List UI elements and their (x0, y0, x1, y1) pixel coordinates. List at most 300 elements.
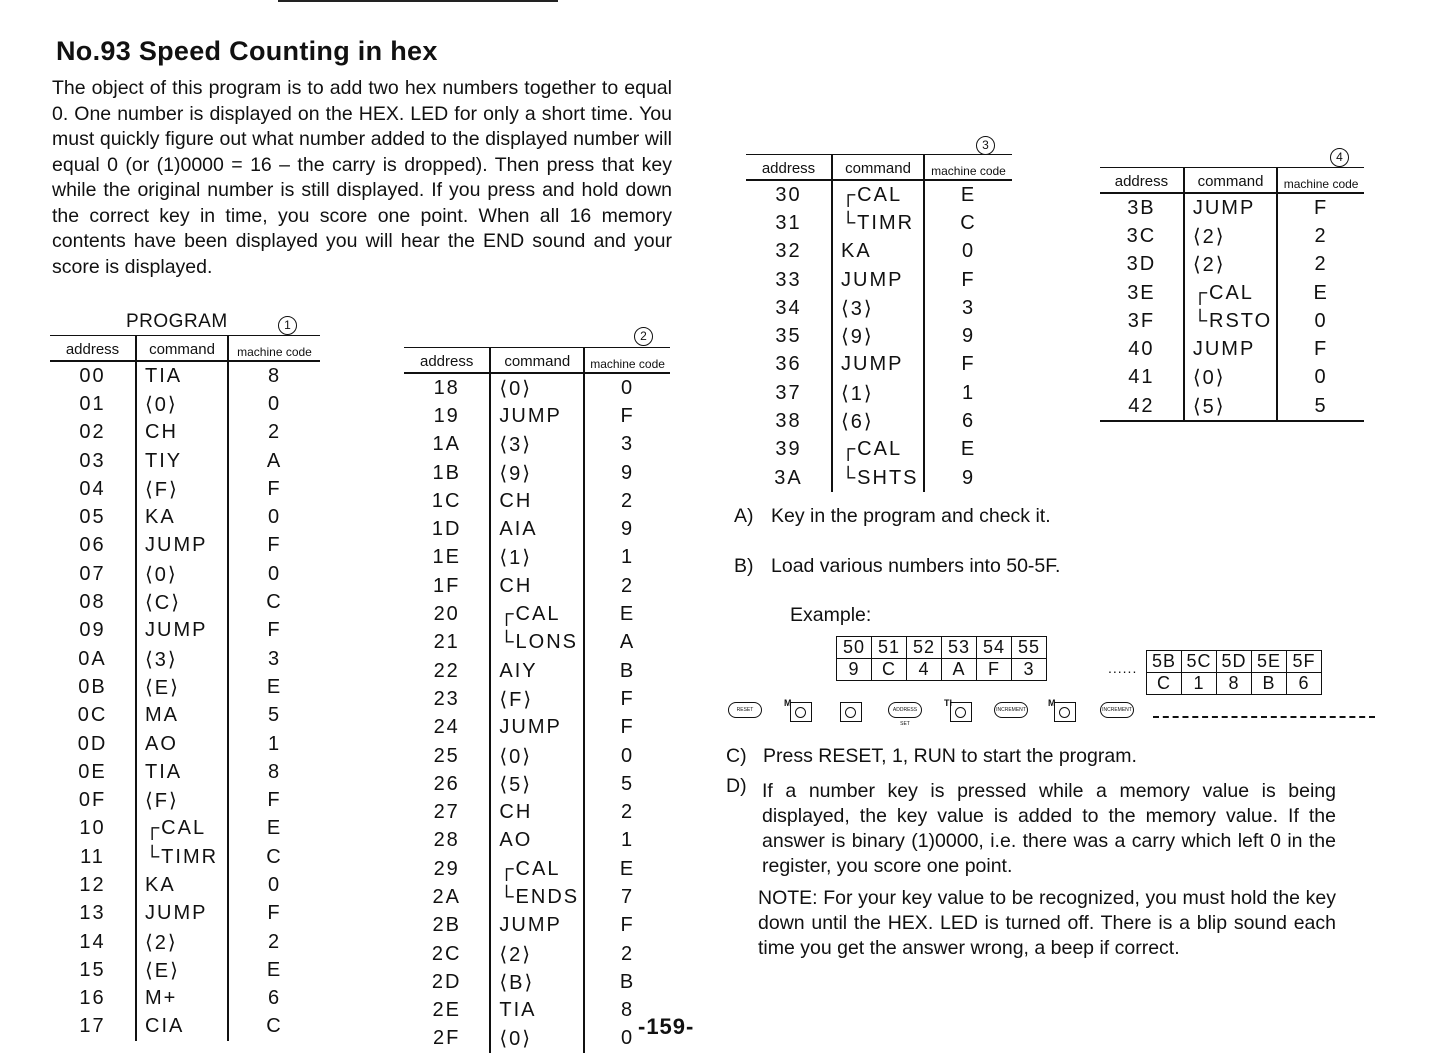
top-rule (278, 0, 558, 2)
program-table-3 (746, 154, 1012, 492)
address-cell: 26 (433, 772, 460, 795)
memory-row (1147, 673, 1322, 695)
program-table-1 (50, 335, 320, 1041)
command-cell: ⟨3⟩ (490, 431, 584, 459)
table-1-number: 1 (278, 316, 297, 335)
table-row (404, 883, 670, 911)
table-row (404, 742, 670, 770)
memory-value: C (1147, 673, 1182, 695)
memory-address: 51 (872, 637, 907, 659)
key-icon (834, 698, 862, 722)
table-2-number: 2 (634, 327, 653, 346)
command-cell: ⟨5⟩ (1184, 392, 1277, 421)
command-cell: ⟨C⟩ (136, 588, 228, 616)
machine-code-cell: 9 (924, 464, 1012, 492)
header-machine-code: machine code (924, 155, 1012, 181)
table-row (50, 730, 320, 758)
table-row (50, 985, 320, 1013)
command-cell: ┌CAL (490, 855, 584, 883)
table-row (50, 447, 320, 475)
step-c-text: Press RESET, 1, RUN to start the program. (763, 745, 1137, 767)
table-row (1100, 193, 1364, 222)
machine-code-cell: 0 (1277, 364, 1364, 392)
table-row (50, 419, 320, 447)
table-row (404, 770, 670, 798)
memory-value: 1 (1182, 673, 1217, 695)
command-cell: JUMP (832, 351, 924, 379)
address-cell: 13 (79, 902, 106, 925)
address-cell: 14 (79, 930, 106, 953)
address-cell: 1D (431, 518, 462, 541)
address-cell: 25 (433, 744, 460, 767)
address-cell: 10 (79, 817, 106, 840)
command-cell: ⟨3⟩ (136, 645, 228, 673)
address-cell: 20 (433, 603, 460, 626)
memory-value: C (872, 659, 907, 681)
machine-code-cell: 0 (228, 871, 320, 899)
address-cell: 30 (775, 183, 802, 206)
machine-code-cell: C (228, 1013, 320, 1041)
address-cell: 07 (79, 562, 106, 585)
memory-value: 6 (1287, 673, 1322, 695)
address-cell: 35 (775, 325, 802, 348)
table-row (746, 238, 1012, 266)
command-cell: ⟨3⟩ (832, 294, 924, 322)
address-cell: 1E (432, 546, 461, 569)
command-cell: JUMP (1184, 335, 1277, 363)
page-number: -159- (638, 1014, 695, 1039)
increment-key-icon: INCREMENT (1100, 702, 1134, 718)
machine-code-cell: F (228, 532, 320, 560)
machine-code-cell: 8 (228, 758, 320, 786)
address-cell: 0C (77, 704, 108, 727)
table-row (50, 588, 320, 616)
header-address: address (1100, 168, 1184, 194)
command-cell: MA (136, 702, 228, 730)
step-a-label: A) (734, 505, 754, 527)
machine-code-cell: F (228, 900, 320, 928)
program-label: PROGRAM (126, 311, 228, 332)
reset-key-icon: RESET (728, 702, 762, 718)
table-row (50, 673, 320, 701)
address-cell: 3A (774, 466, 803, 489)
table-row (404, 827, 670, 855)
note: NOTE: For your key value to be recognized, you must hold the key down until the HEX. LED is turned off. There is a blip sound each time you get the answer wrong, a beep if correct. (758, 887, 1336, 959)
machine-code-cell: 0 (228, 560, 320, 588)
command-cell: JUMP (832, 266, 924, 294)
machine-code-cell: C (228, 843, 320, 871)
command-cell: JUMP (490, 402, 584, 430)
machine-code-cell: B (584, 657, 670, 685)
address-cell: 32 (775, 240, 802, 263)
machine-code-cell: F (228, 786, 320, 814)
command-cell: KA (832, 238, 924, 266)
header-address: address (404, 348, 490, 374)
table-row (1100, 335, 1364, 363)
address-cell: 01 (79, 392, 106, 415)
table-3-number: 3 (976, 136, 995, 155)
command-cell: ⟨1⟩ (832, 379, 924, 407)
address-cell: 1C (431, 489, 462, 512)
address-cell: 34 (775, 296, 802, 319)
table-row (1100, 307, 1364, 335)
machine-code-cell: 2 (228, 419, 320, 447)
machine-code-cell: 0 (1277, 307, 1364, 335)
address-cell: 27 (433, 801, 460, 824)
command-cell: └SHTS (832, 464, 924, 492)
address-cell: 39 (775, 438, 802, 461)
command-cell: ⟨0⟩ (136, 390, 228, 418)
address-cell: 31 (775, 211, 802, 234)
machine-code-cell: 1 (228, 730, 320, 758)
memory-value: A (942, 659, 977, 681)
header-command: command (832, 155, 924, 181)
table-row (404, 459, 670, 487)
command-cell: └ENDS (490, 883, 584, 911)
table-row (50, 361, 320, 390)
command-cell: AO (490, 827, 584, 855)
step-b-label: B) (734, 555, 754, 577)
table-row (404, 912, 670, 940)
memory-row (837, 637, 1047, 659)
address-cell: 1B (432, 461, 461, 484)
table-row (746, 322, 1012, 350)
address-cell: 2D (431, 970, 462, 993)
machine-code-cell: F (1277, 193, 1364, 222)
address-cell: 36 (775, 353, 802, 376)
table-row (404, 855, 670, 883)
command-cell: CH (490, 798, 584, 826)
table-row (50, 928, 320, 956)
machine-code-cell: 8 (228, 361, 320, 390)
machine-code-cell: 3 (924, 294, 1012, 322)
header-command: command (490, 348, 584, 374)
machine-code-cell: 6 (924, 407, 1012, 435)
header-address: address (746, 155, 832, 181)
address-cell: 41 (1128, 366, 1155, 389)
program-table-2 (404, 347, 670, 1053)
machine-code-cell: 0 (228, 390, 320, 418)
machine-code-cell: 2 (584, 487, 670, 515)
memory-address: 55 (1012, 637, 1047, 659)
header-command: command (1184, 168, 1277, 194)
machine-code-cell: E (228, 815, 320, 843)
table-row (50, 503, 320, 531)
table-row (50, 702, 320, 730)
command-cell: ⟨F⟩ (136, 475, 228, 503)
machine-code-cell: 8 (584, 997, 670, 1025)
machine-code-cell: E (924, 180, 1012, 209)
command-cell: CIA (136, 1013, 228, 1041)
table-row (404, 968, 670, 996)
table-row (50, 956, 320, 984)
example-memory-group-2 (1146, 650, 1322, 695)
table-row (50, 475, 320, 503)
machine-code-cell: 9 (584, 459, 670, 487)
address-cell: 2C (431, 942, 462, 965)
machine-code-cell: 1 (584, 827, 670, 855)
machine-code-cell: C (924, 209, 1012, 237)
table-row (746, 464, 1012, 492)
step-b-text: Load various numbers into 50-5F. (771, 555, 1061, 577)
machine-code-cell: F (228, 617, 320, 645)
command-cell: JUMP (136, 617, 228, 645)
table-row (50, 532, 320, 560)
machine-code-cell: 7 (584, 883, 670, 911)
table-4-number: 4 (1330, 148, 1349, 167)
address-cell: 16 (79, 987, 106, 1010)
table-row (50, 815, 320, 843)
command-cell: ┌CAL (136, 815, 228, 843)
address-cell: 0F (78, 789, 107, 812)
step-c-label: C) (726, 745, 747, 767)
command-cell: ┌CAL (832, 180, 924, 209)
table-row (404, 544, 670, 572)
program-table-4 (1100, 167, 1364, 422)
address-cell: 38 (775, 410, 802, 433)
machine-code-cell: A (228, 447, 320, 475)
machine-code-cell: F (924, 351, 1012, 379)
table-row (404, 657, 670, 685)
example-memory-group-1 (836, 636, 1047, 681)
memory-address: 5B (1147, 651, 1182, 673)
m-key-icon: M (784, 698, 812, 722)
machine-code-cell: 1 (584, 544, 670, 572)
machine-code-cell: C (228, 588, 320, 616)
command-cell: TIA (490, 997, 584, 1025)
address-cell: 21 (433, 631, 460, 654)
machine-code-cell: F (584, 912, 670, 940)
machine-code-cell: E (228, 673, 320, 701)
command-cell: ⟨2⟩ (490, 940, 584, 968)
address-cell: 12 (79, 873, 106, 896)
example-ellipsis: ...... (1108, 660, 1138, 676)
command-cell: M+ (136, 985, 228, 1013)
command-cell: KA (136, 871, 228, 899)
command-cell: ⟨9⟩ (832, 322, 924, 350)
memory-address: 54 (977, 637, 1012, 659)
address-cell: 15 (79, 958, 106, 981)
key-sequence (728, 694, 1378, 728)
table-row (404, 600, 670, 628)
address-cell: 09 (79, 619, 106, 642)
table-row (50, 900, 320, 928)
command-cell: ┌CAL (490, 600, 584, 628)
machine-code-cell: E (924, 436, 1012, 464)
table-row (746, 180, 1012, 209)
command-cell: ⟨6⟩ (832, 407, 924, 435)
memory-address: 50 (837, 637, 872, 659)
machine-code-cell: 2 (1277, 222, 1364, 250)
table-row (50, 390, 320, 418)
table-row (404, 515, 670, 543)
command-cell: CH (490, 572, 584, 600)
command-cell: ⟨9⟩ (490, 459, 584, 487)
address-cell: 40 (1128, 338, 1155, 361)
table-row (50, 560, 320, 588)
command-cell: ⟨2⟩ (1184, 251, 1277, 279)
command-cell: JUMP (136, 532, 228, 560)
table-row (404, 685, 670, 713)
table-row (746, 351, 1012, 379)
machine-code-cell: E (1277, 279, 1364, 307)
command-cell: ⟨E⟩ (136, 956, 228, 984)
machine-code-cell: 2 (584, 940, 670, 968)
step-d-label: D) (726, 775, 747, 797)
memory-address: 5C (1182, 651, 1217, 673)
table-row (746, 266, 1012, 294)
machine-code-cell: 3 (228, 645, 320, 673)
command-cell: ⟨1⟩ (490, 544, 584, 572)
table-row (404, 940, 670, 968)
machine-code-cell: 0 (584, 1025, 670, 1053)
command-cell: └LONS (490, 629, 584, 657)
address-cell: 00 (79, 364, 106, 387)
command-cell: ⟨0⟩ (490, 1025, 584, 1053)
table-row (404, 1025, 670, 1053)
table-row (1100, 222, 1364, 250)
memory-value: B (1252, 673, 1287, 695)
command-cell: ⟨B⟩ (490, 968, 584, 996)
header-machine-code: machine code (228, 336, 320, 362)
table-row (50, 786, 320, 814)
command-cell: TIA (136, 758, 228, 786)
machine-code-cell: 5 (228, 702, 320, 730)
machine-code-cell: E (228, 956, 320, 984)
table-row (404, 798, 670, 826)
address-cell: 22 (433, 659, 460, 682)
address-cell: 0A (78, 647, 107, 670)
address-cell: 29 (433, 857, 460, 880)
address-cell: 3D (1126, 253, 1157, 276)
machine-code-cell: 0 (584, 742, 670, 770)
address-cell: 08 (79, 591, 106, 614)
table-row (404, 714, 670, 742)
table-row (1100, 279, 1364, 307)
command-cell: ┌CAL (832, 436, 924, 464)
address-cell: 24 (433, 716, 460, 739)
machine-code-cell: 9 (924, 322, 1012, 350)
step-c (726, 744, 1336, 770)
table-row (404, 572, 670, 600)
increment-key-icon: INCREMENT (994, 702, 1028, 718)
command-cell: └RSTO (1184, 307, 1277, 335)
machine-code-cell: 2 (228, 928, 320, 956)
command-cell: ┌CAL (1184, 279, 1277, 307)
command-cell: AIA (490, 515, 584, 543)
address-cell: 3F (1127, 309, 1156, 332)
table-row (404, 402, 670, 430)
address-cell: 02 (79, 421, 106, 444)
address-cell: 42 (1100, 392, 1184, 421)
table-row (1100, 364, 1364, 392)
command-cell: TIA (136, 361, 228, 390)
table-row (1100, 251, 1364, 279)
address-cell: 3B (1127, 196, 1156, 219)
table-row (746, 379, 1012, 407)
machine-code-cell: E (584, 855, 670, 883)
address-cell: 04 (79, 477, 106, 500)
command-cell: ⟨F⟩ (490, 685, 584, 713)
header-command: command (136, 336, 228, 362)
machine-code-cell: A (584, 629, 670, 657)
header-machine-code: machine code (1277, 168, 1364, 194)
memory-address: 52 (907, 637, 942, 659)
table-row (50, 758, 320, 786)
machine-code-cell: F (924, 266, 1012, 294)
machine-code-cell: 5 (584, 770, 670, 798)
address-cell: 1A (432, 433, 461, 456)
command-cell: AIY (490, 657, 584, 685)
table-row (404, 373, 670, 402)
command-cell: JUMP (490, 912, 584, 940)
step-d-text: If a number key is pressed while a memory value is being displayed, the key value is added to the memory value. If the answer is binary (1)0000, i.e. there was a carry which left 0 in the register, you score one point. (762, 780, 1336, 877)
memory-address: 53 (942, 637, 977, 659)
address-cell: 37 (775, 381, 802, 404)
address-cell: 19 (433, 404, 460, 427)
address-cell: 28 (433, 829, 460, 852)
machine-code-cell: F (228, 475, 320, 503)
address-cell: 05 (79, 506, 106, 529)
command-cell: ⟨2⟩ (136, 928, 228, 956)
memory-address: 5E (1252, 651, 1287, 673)
step-b (734, 554, 1334, 580)
command-cell: ⟨0⟩ (490, 742, 584, 770)
table-row (746, 436, 1012, 464)
machine-code-cell: F (584, 685, 670, 713)
table-row (404, 431, 670, 459)
table-row (746, 209, 1012, 237)
command-cell: JUMP (136, 900, 228, 928)
ti-key-icon: TI (944, 698, 972, 722)
table-row (1100, 392, 1364, 421)
page-title: No.93 Speed Counting in hex (56, 36, 438, 66)
address-cell: 2B (432, 914, 461, 937)
address-cell: 0E (78, 760, 107, 783)
table-row (404, 487, 670, 515)
command-cell: CH (490, 487, 584, 515)
command-cell: KA (136, 503, 228, 531)
machine-code-cell: F (1277, 335, 1364, 363)
command-cell: ⟨0⟩ (136, 560, 228, 588)
machine-code-cell: 5 (1277, 392, 1364, 421)
address-cell: 2E (432, 999, 461, 1022)
table-row (404, 997, 670, 1025)
machine-code-cell: 2 (584, 798, 670, 826)
machine-code-cell: F (584, 402, 670, 430)
address-cell: 3C (1126, 224, 1157, 247)
table-row (746, 294, 1012, 322)
address-cell: 06 (79, 534, 106, 557)
table-row (50, 617, 320, 645)
command-cell: ⟨0⟩ (1184, 364, 1277, 392)
machine-code-cell: 2 (584, 572, 670, 600)
command-cell: └TIMR (136, 843, 228, 871)
command-cell: └TIMR (832, 209, 924, 237)
command-cell: CH (136, 419, 228, 447)
address-cell: 33 (775, 268, 802, 291)
machine-code-cell: 6 (228, 985, 320, 1013)
memory-value: F (977, 659, 1012, 681)
machine-code-cell: 0 (584, 373, 670, 402)
address-cell: 2A (432, 885, 461, 908)
address-cell: 0D (77, 732, 108, 755)
machine-code-cell: 3 (584, 431, 670, 459)
machine-code-cell: 0 (924, 238, 1012, 266)
machine-code-cell: 0 (228, 503, 320, 531)
command-cell: TIY (136, 447, 228, 475)
machine-code-cell: 2 (1277, 251, 1364, 279)
